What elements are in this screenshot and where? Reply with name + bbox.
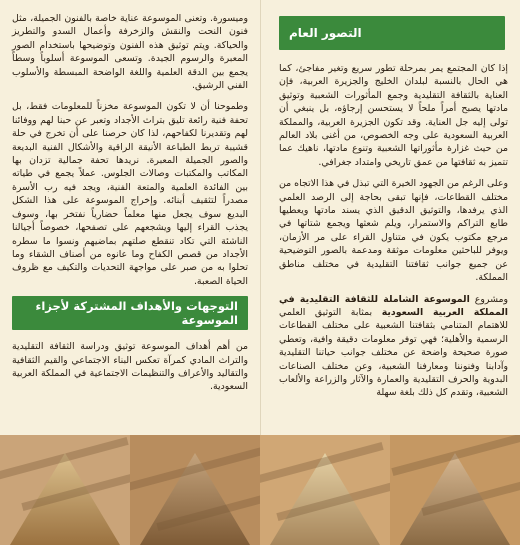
left-closing-paragraph: من أهم أهداف الموسوعة توثيق ودراسة الثقافة التقليدية والتراث المادي كمرآة تعكس البناء الاجتماعي والقيم الثقافية والتقاليد والأعراف والتنظيمات الاجتماعية في المملكة العربية السعودية.: [12, 341, 248, 393]
encyclopedia-title-bold: الموسوعة الشاملة للثقافة التقليدية في المملكة العربية السعودية: [279, 293, 508, 318]
desert-lizard-image: [260, 435, 390, 545]
falcon-image: [130, 435, 260, 545]
right-paragraph-2: وعلى الرغم من الجهود الخيرة التي تبذل في هذا الاتجاه من مختلف القطاعات، فإنها تبقى بحاجة إلى الرصد العلمي الذي يرفدها، والتوثيق الدقيق الذي يسند مادتها ويعطيها طابع التراكم والاستمرار، ويلم شعثها ويجمع شتاتها في مرجع مكتوب يكون في متناول القراء على مر الأزمان، ويوفر للباحثين معلومات موثقة ومدعمة بالصور التوضيحية عن جميع جوانب ثقافتنا التقليدية في مختلف مناطق المملكة.: [279, 178, 508, 284]
section-header-overview: التصور العام: [279, 16, 505, 50]
antelope-image: [0, 435, 130, 545]
section-header-goals: التوجهات والأهداف المشتركة لأجزاء الموسوعة: [12, 296, 248, 330]
right-paragraph-3: ومشروع الموسوعة الشاملة للثقافة التقليدية في المملكة العربية السعودية بمثابة التوثيق العلمي للاهتمام المتنامي بثقافتنا الشعبية على مختلف القطاعات الرسمية والأهلية؛ فهي توفر معلومات دقيقة وافية، وتعطي صورة صحيحة واضحة عن مختلف جوانب حياتنا التقليدية وآدابنا وفنوننا ومعارفنا الشعبية، وعن مختلف الصناعات البدوية والحرف التقليدية والعمارة والآثار والزراعة والألعاب الشعبية، وتقدم كل ذلك بلغة سهلة: [279, 293, 508, 399]
left-paragraph-2: وطموحنا أن لا تكون الموسوعة مخزناً للمعلومات فقط، بل تحفة فنية رائعة تليق بتراث الأجداد وتعبر عن حبنا لهم ووفائنا لهم وتقديرنا لكفاحهم، لذا كان حرصنا على أن تخرج في حلة قشيبة تربط الطباعة الأنيقة الراقية والأشكال الفنية البديعة والصور الجميلة المعبرة. نريدها تحفة جمالية تزدان بها المكاتب والمكتبات وصالات الجلوس. عملاً يجمع في طياته بين الفائدة العلمية والمتعة الفنية، ويجد فيه رب الأسرة مصدراً لتثقيف أبنائه. وإخراج الموسوعة على هذا الشكل البديع سوف يجعل منها معلماً حضارياً نفتخر بها، وسوف يجذب القراء إليها ويشجعهم على تصفحها، خصوصاً أجيالنا الناشئة التي تكاد تنقطع صلتهم بماضيهم ونسوا ما سطره الأجداد من قصص الكفاح وما عانوه من أصناف الشقاء وما تحلوا به من صبر على مواجهة التحديات والتكيف مع ظروف الحياة الصعبة.: [12, 101, 248, 287]
decorative-photo-strip: [0, 435, 520, 545]
right-paragraph-1: إذا كان المجتمع يمر بمرحلة تطور سريع وتغير مفاجئ، كما هي الحال بالنسبة لبلدان الخليج والجزيرة العربية، فإن العناية بالثقافة التقليدية وجمع المأثورات الشعبية وتوثيق مادتها يصبح أمراً ملحاً لا يستحسن إرجاؤه، بل ينبغي أن تولى إليه جل العناية. وقد تكون الجزيرة العربية، والمملكة العربية السعودية على وجه الخصوص، من أغنى بلاد العالم من حيث غزارة مأثوراتها الشعبية وتنوع مادتها، ناهيك عما تتميز به ثقافتها من عمق تاريخي وامتداد جغرافي.: [279, 63, 508, 168]
monitor-lizard-image: [390, 435, 520, 545]
left-paragraph-1: وميسورة. وتعنى الموسوعة عناية خاصة بالفنون الجميلة، مثل فنون النحت والنقش والزخرفة وأعمال السدو والتطريز والحياكة. ويتم توثيق هذه الفنون وتوضيحها باستخدام الصور المعبرة والرسوم الجيدة. وتسعى الموسوعة أسلوباً وسطاً يجمع بين الدقة العلمية واللغة الواضحة المبسطة والأسلوب الفني الرشيق.: [12, 13, 248, 92]
